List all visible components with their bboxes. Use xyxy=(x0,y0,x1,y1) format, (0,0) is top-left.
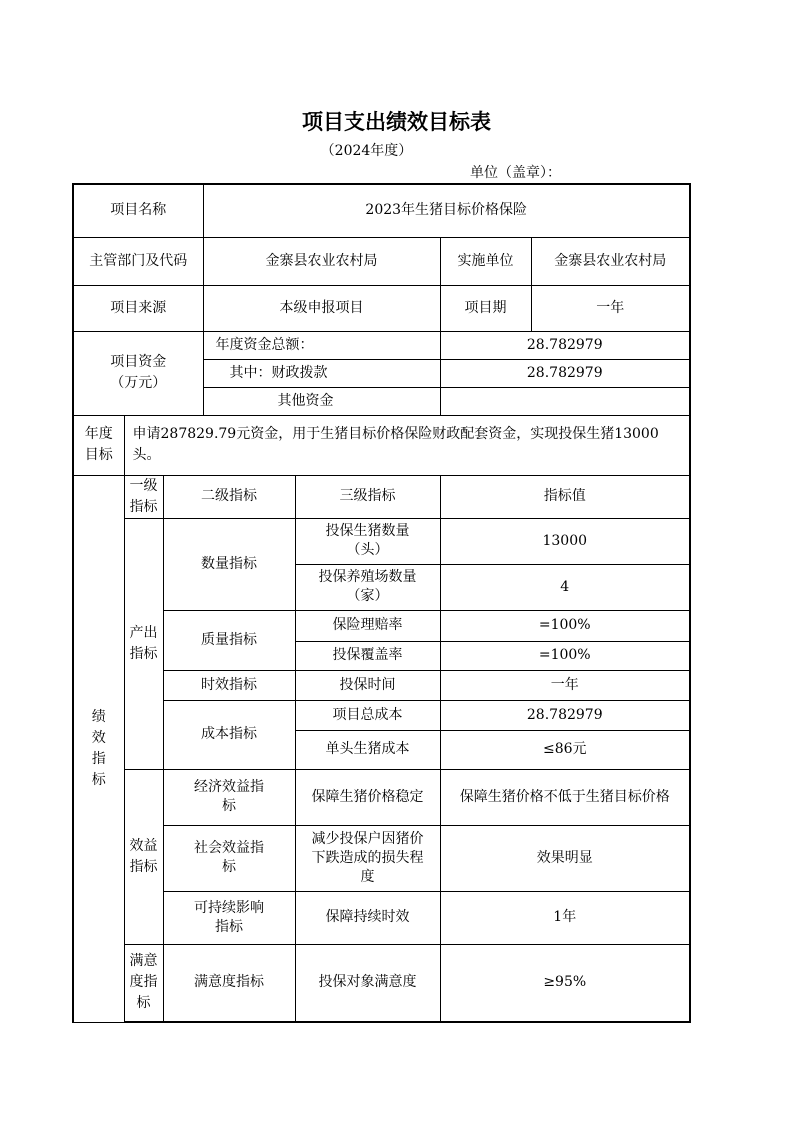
source-label: 项目来源 xyxy=(73,285,203,331)
row-cost-1 xyxy=(73,700,690,730)
row-project-name xyxy=(73,184,690,237)
sustainability-name: 保障持续时效 xyxy=(295,891,440,944)
level2-header: 二级指标 xyxy=(163,475,295,518)
sustainability-label: 可持续影响 指标 xyxy=(163,891,295,944)
row-social-benefit xyxy=(73,825,690,891)
social-benefit-value: 效果明显 xyxy=(440,825,690,891)
period-label: 项目期 xyxy=(440,285,531,331)
period-value: 一年 xyxy=(531,285,690,331)
department-value: 金寨县农业农村局 xyxy=(203,237,440,285)
annual-goal-label-line1: 年度 xyxy=(84,426,113,442)
satisfaction-l2-label: 满意度指标 xyxy=(163,944,295,1022)
quality-1-name: 保险理赔率 xyxy=(295,610,440,641)
performance-target-table xyxy=(72,183,691,1023)
source-value: 本级申报项目 xyxy=(203,285,440,331)
timeliness-name: 投保时间 xyxy=(295,670,440,700)
economic-benefit-name: 保障生猪价格稳定 xyxy=(295,769,440,825)
annual-goal-text: 申请287829.79元资金，用于生猪目标价格保险财政配套资金，实现投保生猪13000头。 xyxy=(124,415,690,475)
quality-1-value: =100% xyxy=(440,610,690,641)
cost-1-value: 28.782979 xyxy=(440,700,690,730)
quantity-1-value: 13000 xyxy=(440,518,690,564)
page-title: 项目支出绩效目标表 xyxy=(302,110,491,134)
quantity-2-name: 投保养殖场数量 （家） xyxy=(295,564,440,610)
cost-2-name: 单头生猪成本 xyxy=(295,730,440,769)
implementing-unit-label: 实施单位 xyxy=(440,237,531,285)
row-perf-header xyxy=(73,475,690,518)
quality-2-value: =100% xyxy=(440,641,690,670)
project-name-value: 2023年生猪目标价格保险 xyxy=(203,184,690,237)
row-economic-benefit xyxy=(73,769,690,825)
social-benefit-label: 社会效益指 标 xyxy=(163,825,295,891)
funds-other-value xyxy=(440,387,690,415)
funds-other-label: 其他资金 xyxy=(203,387,440,415)
funds-total-label: 年度资金总额： xyxy=(203,331,440,359)
funds-total-value: 28.782979 xyxy=(440,331,690,359)
funds-label-line1: 项目资金 xyxy=(110,354,167,370)
value-header: 指标值 xyxy=(440,475,690,518)
cost-indicator-label: 成本指标 xyxy=(163,700,295,769)
cost-2-value: ≤86元 xyxy=(440,730,690,769)
implementing-unit-value: 金寨县农业农村局 xyxy=(531,237,690,285)
quantity-indicator-label: 数量指标 xyxy=(163,518,295,610)
row-quantity-1 xyxy=(73,518,690,564)
funds-label xyxy=(73,331,203,415)
department-label: 主管部门及代码 xyxy=(73,237,203,285)
perf-indicator-label: 绩 效 指 标 xyxy=(73,475,124,1022)
benefit-indicator-label: 效益 指标 xyxy=(124,769,163,944)
row-department xyxy=(73,237,690,285)
timeliness-indicator-label: 时效指标 xyxy=(163,670,295,700)
sustainability-value: 1年 xyxy=(440,891,690,944)
row-funds-total xyxy=(73,331,690,359)
project-name-label: 项目名称 xyxy=(73,184,203,237)
row-quality-1 xyxy=(73,610,690,641)
cost-1-name: 项目总成本 xyxy=(295,700,440,730)
quality-indicator-label: 质量指标 xyxy=(163,610,295,670)
satisfaction-name: 投保对象满意度 xyxy=(295,944,440,1022)
fiscal-year: （2024年度） xyxy=(320,143,413,159)
level1-header: 一级 指标 xyxy=(124,475,163,518)
funds-fiscal-label: 其中：财政拨款 xyxy=(203,359,440,387)
quantity-1-name: 投保生猪数量 （头） xyxy=(295,518,440,564)
quality-2-name: 投保覆盖率 xyxy=(295,641,440,670)
social-benefit-name: 减少投保户因猪价 下跌造成的损失程 度 xyxy=(295,825,440,891)
row-timeliness xyxy=(73,670,690,700)
unit-seal-label: 单位（盖章）： xyxy=(470,165,561,181)
quantity-2-value: 4 xyxy=(440,564,690,610)
row-satisfaction xyxy=(73,944,690,1022)
economic-benefit-label: 经济效益指 标 xyxy=(163,769,295,825)
output-indicator-label: 产出 指标 xyxy=(124,518,163,769)
timeliness-value: 一年 xyxy=(440,670,690,700)
row-source xyxy=(73,285,690,331)
satisfaction-value: ≥95% xyxy=(440,944,690,1022)
funds-label-line2: （万元） xyxy=(110,375,167,391)
satisfaction-l1-label: 满意 度指 标 xyxy=(124,944,163,1022)
level3-header: 三级指标 xyxy=(295,475,440,518)
economic-benefit-value: 保障生猪价格不低于生猪目标价格 xyxy=(440,769,690,825)
funds-fiscal-value: 28.782979 xyxy=(440,359,690,387)
annual-goal-label-line2: 目标 xyxy=(84,447,113,463)
row-annual-goal xyxy=(73,415,690,475)
annual-goal-label xyxy=(73,415,124,475)
row-sustainability xyxy=(73,891,690,944)
